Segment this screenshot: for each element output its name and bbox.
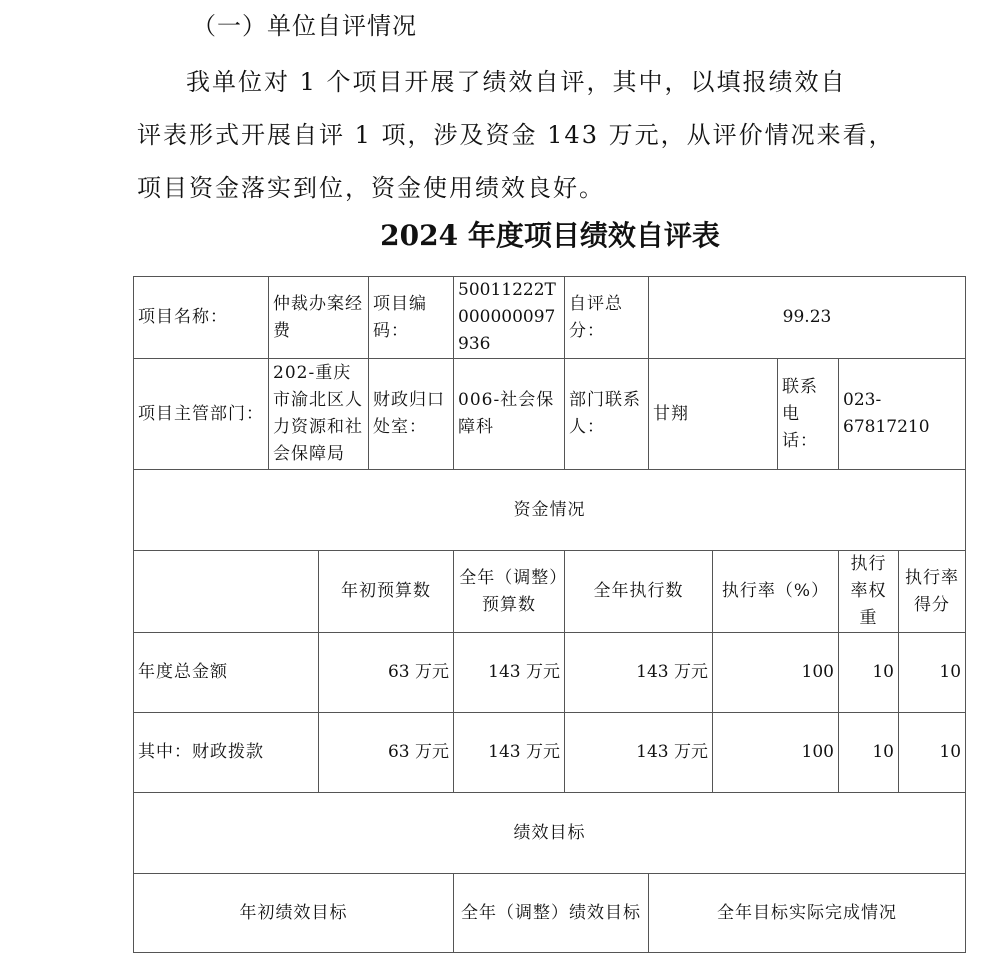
contact-person-value: 甘翔 <box>649 359 778 470</box>
goals-section-title: 绩效目标 <box>134 793 966 874</box>
funds-header-weight: 执行率权重 <box>839 551 899 633</box>
self-score-label: 自评总分： <box>565 277 649 359</box>
funds-header-blank <box>134 551 319 633</box>
funds-header-row <box>134 551 966 633</box>
funds-header-initial-budget: 年初预算数 <box>319 551 454 633</box>
goals-header-row <box>134 874 966 953</box>
goals-header-actual: 全年目标实际完成情况 <box>649 874 966 953</box>
section-heading: （一）单位自评情况 <box>192 12 417 40</box>
paragraph-line: 评表形式开展自评 1 项，涉及资金 143 万元，从评价情况来看， <box>137 121 895 149</box>
project-code-label: 项目编码： <box>369 277 454 359</box>
exec-rate-cell: 100 <box>713 713 839 793</box>
funds-header-adjusted-budget: 全年（调整）预算数 <box>454 551 565 633</box>
goals-header-initial: 年初绩效目标 <box>134 874 454 953</box>
funds-section-row <box>134 470 966 551</box>
row-label: 其中：财政拨款 <box>134 713 319 793</box>
exec-rate-cell: 100 <box>713 633 839 713</box>
phone-label: 联系电话： <box>778 359 839 470</box>
table-title: 2024 年度项目绩效自评表 <box>380 219 720 252</box>
executed-cell: 143 万元 <box>565 713 713 793</box>
phone-value: 023-67817210 <box>839 359 966 470</box>
paragraph-line: 项目资金落实到位，资金使用绩效良好。 <box>137 174 605 202</box>
funds-section-title: 资金情况 <box>134 470 966 551</box>
summary-paragraph <box>137 56 897 215</box>
score-cell: 10 <box>899 713 966 793</box>
department-label: 项目主管部门： <box>134 359 269 470</box>
adjusted-budget-cell: 143 万元 <box>454 633 565 713</box>
project-row <box>134 277 966 359</box>
finance-office-value: 006-社会保障科 <box>454 359 565 470</box>
project-code: 50011222T000000097936 <box>454 277 565 359</box>
table-row <box>134 633 966 713</box>
funds-header-exec-rate: 执行率（%） <box>713 551 839 633</box>
adjusted-budget-cell: 143 万元 <box>454 713 565 793</box>
finance-office-label: 财政归口处室： <box>369 359 454 470</box>
goals-header-adjusted: 全年（调整）绩效目标 <box>454 874 649 953</box>
self-score-value: 99.23 <box>649 277 966 359</box>
row-label: 年度总金额 <box>134 633 319 713</box>
self-evaluation-table <box>133 276 966 953</box>
goals-section-row <box>134 793 966 874</box>
funds-header-score: 执行率得分 <box>899 551 966 633</box>
paragraph-line: 我单位对 1 个项目开展了绩效自评，其中，以填报绩效自 <box>186 68 847 96</box>
table-row <box>134 713 966 793</box>
executed-cell: 143 万元 <box>565 633 713 713</box>
weight-cell: 10 <box>839 713 899 793</box>
contact-person-label: 部门联系人： <box>565 359 649 470</box>
department-value: 202-重庆市渝北区人力资源和社会保障局 <box>269 359 369 470</box>
project-name-label: 项目名称： <box>134 277 269 359</box>
initial-budget-cell: 63 万元 <box>319 713 454 793</box>
weight-cell: 10 <box>839 633 899 713</box>
department-row <box>134 359 966 470</box>
score-cell: 10 <box>899 633 966 713</box>
initial-budget-cell: 63 万元 <box>319 633 454 713</box>
project-name: 仲裁办案经费 <box>269 277 369 359</box>
funds-header-executed: 全年执行数 <box>565 551 713 633</box>
